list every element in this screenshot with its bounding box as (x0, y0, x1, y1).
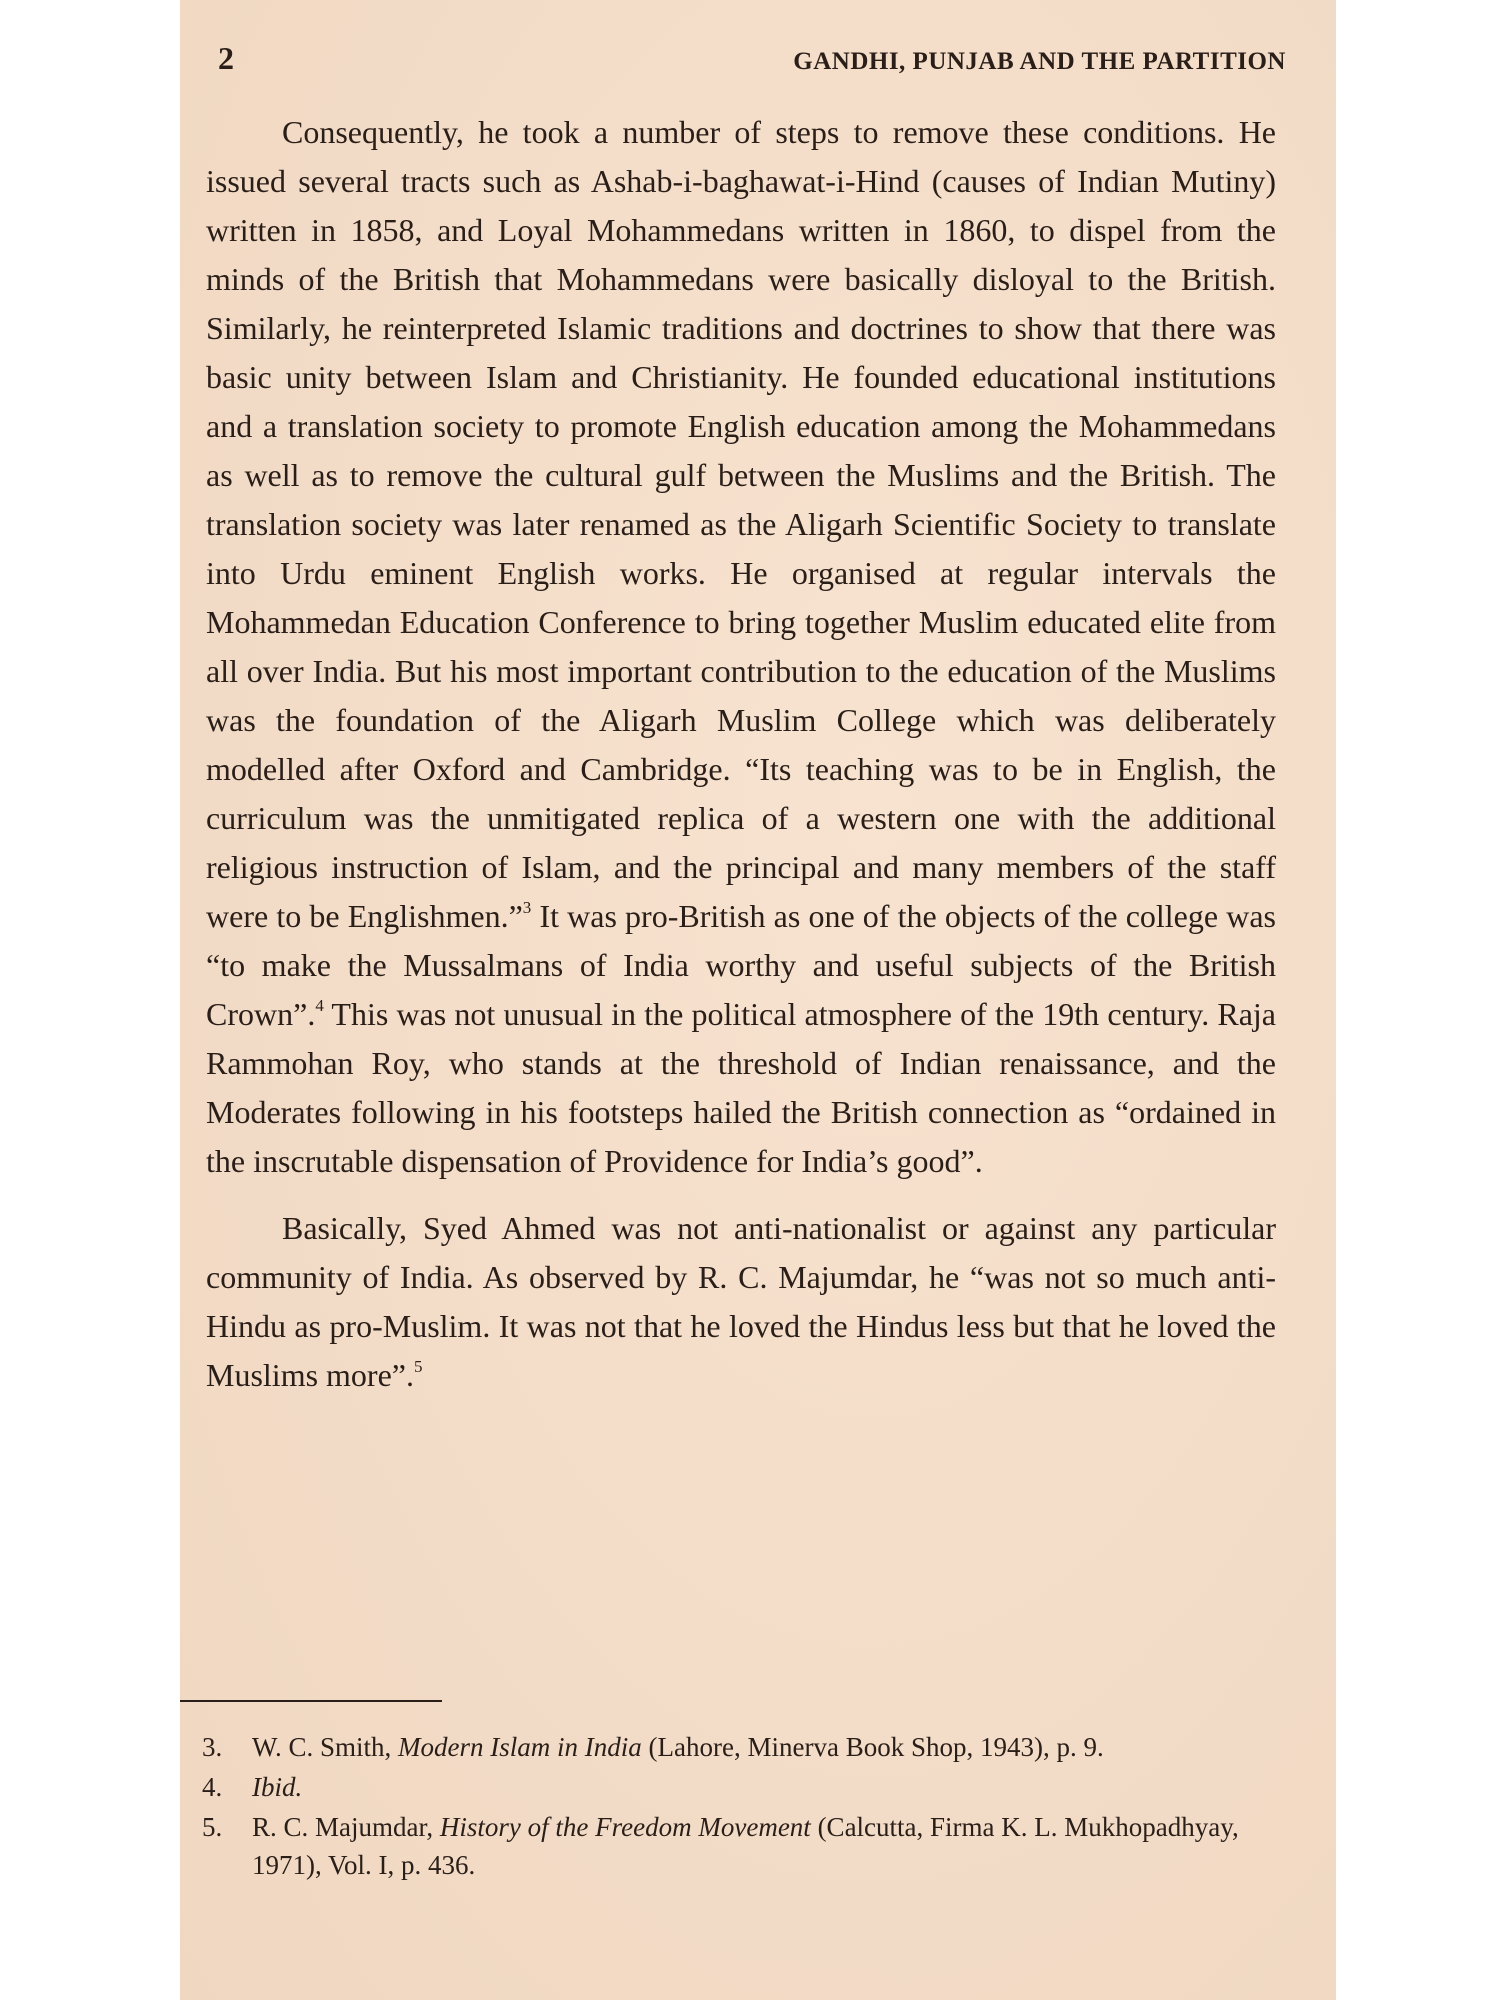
footnote-number: 3. (202, 1732, 223, 1762)
page-number: 2 (218, 40, 234, 76)
footnote-text (252, 1728, 1288, 1766)
paragraph-1 (206, 108, 1276, 1186)
footnote-text (252, 1808, 1288, 1884)
running-title: GANDHI, PUNJAB AND THE PARTITION (793, 48, 1286, 75)
footnote-divider (180, 1700, 442, 1702)
footnote-ref-5: 5 (413, 1357, 423, 1376)
footnote-details: (Lahore, Minerva Book Shop, 1943), p. 9. (641, 1732, 1104, 1762)
paragraph-2-text-a: Basically, Syed Ahmed was not anti-nationalist or against any particular community of India. As observed by R. C. Majumdar, he “was not so much anti-Hindu as pro-Muslim. It was not that he loved the Hindus less but that he loved the Muslims more”. (206, 1210, 1276, 1393)
footnote-number: 5. (202, 1812, 223, 1842)
footnote-author: R. C. Majumdar, (252, 1812, 440, 1842)
footnote-ref-4: 4 (315, 996, 324, 1015)
footnote-3 (202, 1728, 1288, 1766)
footnote-5 (202, 1808, 1288, 1884)
footnotes (202, 1728, 1288, 1886)
footnote-title: History of the Freedom Movement (439, 1812, 811, 1842)
footnote-number: 4. (202, 1772, 223, 1802)
book-page (180, 0, 1336, 2000)
paragraph-1-text-b: It was pro-British as one of the objects of the college was “to make the Mussalmans of India worthy and useful subjects of the British Crown”. (206, 898, 1277, 1032)
footnote-details: (Calcutta, Firma K. L. Mukhopadhyay, 1971), Vol. I, p. 436. (252, 1812, 1239, 1880)
footnote-text (252, 1768, 1288, 1806)
footnote-title: Ibid. (252, 1772, 303, 1802)
paragraph-1-text-c: This was not unusual in the political atmosphere of the 19th century. Raja Rammohan Roy, who stands at the threshold of Indian renaissance, and the Moderates following in his footsteps hailed the British connection as “ordained in the inscrutable dispensation of Providence for India’s good”. (206, 996, 1276, 1179)
page-header (218, 40, 1286, 84)
footnote-ref-3: 3 (522, 898, 532, 917)
paragraph-2 (206, 1204, 1276, 1400)
body-text (206, 108, 1276, 1400)
footnote-title: Modern Islam in India (398, 1732, 642, 1762)
footnote-4 (202, 1768, 1288, 1806)
paragraph-1-text-a: Consequently, he took a number of steps to remove these conditions. He issued several tracts such as Ashab-i-baghawat-i-Hind (causes of Indian Mutiny) written in 1858, and Loyal Mohammedans written in 1860, to dispel from the minds of the British that Mohammedans were basically disloyal to the British. Similarly, he reinterpreted Islamic traditions and doctrines to show that there was basic unity between Islam and Christianity. He founded educational institutions and a translation society to promote English education among the Mohammedans as well as to remove the cultural gulf between the Muslims and the British. The translation society was later renamed as the Aligarh Scientific Society to translate into Urdu eminent English works. He organised at regular intervals the Mohammedan Education Conference to bring together Muslim educated elite from all over India. But his most important contribution to the education of the Muslims was the foundation of the Aligarh Muslim College which was deliberately modelled after Oxford and Cambridge. “Its teaching was to be in English, the curriculum was the unmitigated replica of a western one with the additional religious instruction of Islam, and the principal and many members of the staff were to be Englishmen.” (206, 114, 1276, 934)
footnote-author: W. C. Smith, (252, 1732, 399, 1762)
